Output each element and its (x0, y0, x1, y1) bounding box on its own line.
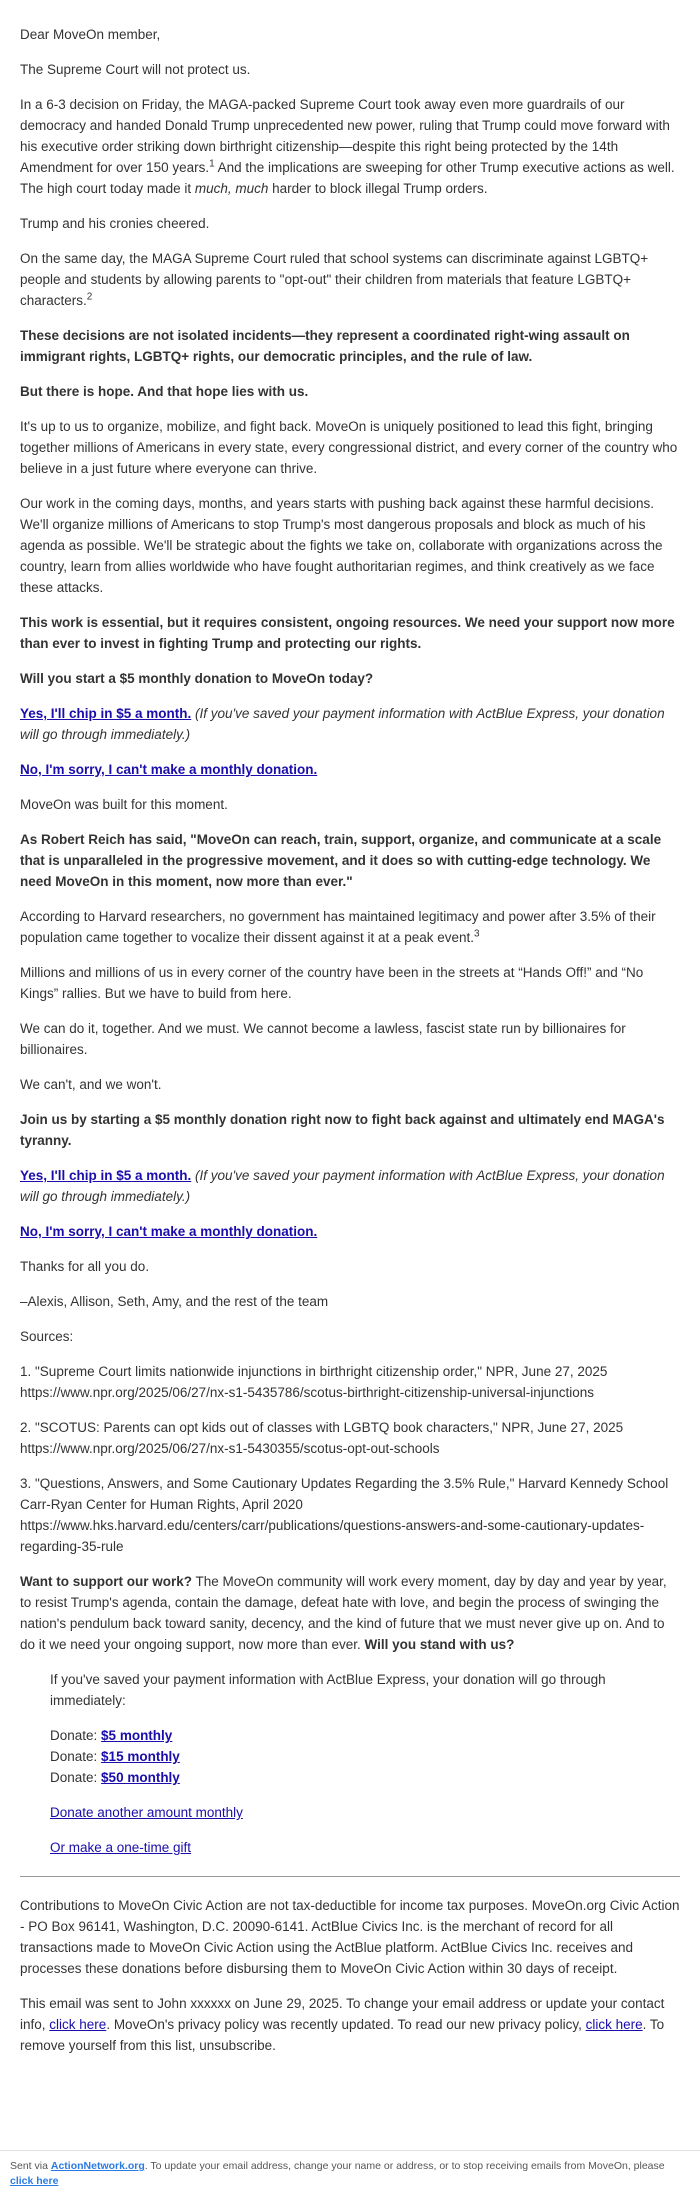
no-thanks-link-2[interactable]: No, I'm sorry, I can't make a monthly donation. (20, 1224, 318, 1239)
update-contact-link[interactable]: click here (49, 2017, 107, 2032)
source-2: 2. "SCOTUS: Parents can opt kids out of classes with LGBTQ book characters," NPR, June 27, 2025 https://www.npr.org/2025/06/27/nx-s1-5430355/scotus-opt-out-schools (20, 1420, 624, 1456)
cta-yes-1: Yes, I'll chip in $5 a month. (If you've saved your payment information with ActBlue Express, your donation will go through immediately.) (20, 706, 665, 742)
source-3: 3. "Questions, Answers, and Some Cautionary Updates Regarding the 3.5% Rule," Harvard Kennedy School Carr-Ryan Center for Human Rights, April 2020 https://www.hks.harvard.edu/centers/carr/publications/questions-answers-and-some-cautionary-updates-regarding-35-rule (20, 1476, 669, 1554)
footer-bar: Sent via ActionNetwork.org. To update your email address, change your name or address, or to stop receiving emails from MoveOn, please click here (0, 2150, 700, 2197)
donate-5-monthly-link[interactable]: $5 monthly (101, 1728, 173, 1743)
legal-disclaimer: Contributions to MoveOn Civic Action are not tax-deductible for income tax purposes. MoveOn.org Civic Action - PO Box 96141, Washington, D.C. 20090-6141. ActBlue Civics Inc. is the merchant of record for all transactions made to MoveOn Civic Action using the ActBlue platform. ActBlue Civics Inc. receives and processes these donations before disbursing them to MoveOn Civic Action within 30 days of receipt. (20, 1898, 680, 1976)
paragraph-support: Want to support our work? The MoveOn community will work every moment, day by day and year by year, to resist Trump's agenda, contain the damage, defeat hate with love, and begin the process of swinging the nation's pendulum back toward sanity, decency, and the kind of future that we must never give up on. And to do it we need your ongoing support, now more than ever. Will you stand with us? (20, 1574, 667, 1652)
paragraph-decision: In a 6-3 decision on Friday, the MAGA-packed Supreme Court took away even more guardrails of our democracy and handed Donald Trump unprecedented new power, ruling that Trump could move forward with his executive order striking down birthright citizenship—despite this right being protected by the 14th Amendment for over 150 years.$^1$ And the implications are sweeping for other Trump executive actions as well. The high court today made it much, much harder to block illegal Trump orders. (20, 97, 675, 196)
paragraph-same-day: On the same day, the MAGA Supreme Court ruled that school systems can discriminate against LGBTQ+ people and students by allowing parents to "opt-out" their children from materials that feature LGBTQ+ characters.$^2$ (20, 251, 649, 308)
paragraph-essential: This work is essential, but it requires consistent, ongoing resources. We need your support now more than ever to invest in fighting Trump and protecting our rights. (20, 615, 675, 651)
paragraph-our-work: Our work in the coming days, months, and years starts with pushing back against these harmful decisions. We'll organize millions of Americans to stop Trump's most dangerous proposals and block as much of his agenda as possible. We'll be strategic about the fights we take on, collaborate with organizations across the country, learn from allies worldwide who have fought authoritarian regimes, and think creatively as we face these attacks. (20, 496, 663, 595)
yes-chip-in-link[interactable]: Yes, I'll chip in $5 a month. (20, 706, 192, 721)
paragraph-millions: Millions and millions of us in every corner of the country have been in the streets at “Hands Off!” and “No Kings” rallies. But we have to build from here. (20, 965, 644, 1001)
signature: –Alexis, Allison, Seth, Amy, and the rest of the team (20, 1294, 329, 1309)
donate-50-monthly-link[interactable]: $50 monthly (101, 1770, 180, 1785)
paragraph-cheered: Trump and his cronies cheered. (20, 216, 210, 231)
donate-amounts: Donate: $5 monthly Donate: $15 monthly Donate: $50 monthly (50, 1728, 180, 1785)
donate-another-amount-link[interactable]: Donate another amount monthly (50, 1805, 243, 1820)
divider (20, 1876, 680, 1877)
donate-box (20, 1669, 680, 1858)
footer-click-here-link[interactable]: click here (10, 2175, 59, 2187)
action-network-link[interactable]: ActionNetwork.org (50, 2160, 145, 2172)
paragraph-up-to-us: It's up to us to organize, mobilize, and fight back. MoveOn is uniquely positioned to lead this fight, bringing together millions of Americans in every state, every congressional district, and every corner of the country who believe in a just future where everyone can thrive. (20, 419, 678, 476)
sent-to-notice: This email was sent to John xxxxxx on June 29, 2025. To change your email address or update your contact info, click here. MoveOn's privacy policy was recently updated. To read our new privacy policy, click here. To remove yourself from this list, unsubscribe. (20, 1996, 665, 2053)
source-1: 1. "Supreme Court limits nationwide injunctions in birthright citizenship order," NPR, June 27, 2025 https://www.npr.org/2025/06/27/nx-s1-5435786/scotus-birthright-citizenship-universal-injunctions (20, 1364, 608, 1400)
donate-another-row (50, 1802, 680, 1823)
paragraph-ask: Will you start a $5 monthly donation to MoveOn today? (20, 671, 374, 686)
cta-yes-2: Yes, I'll chip in $5 a month. (If you've saved your payment information with ActBlue Express, your donation will go through immediately.) (20, 1168, 665, 1204)
yes-chip-in-link-2[interactable]: Yes, I'll chip in $5 a month. (20, 1168, 192, 1183)
paragraph-thanks: Thanks for all you do. (20, 1259, 150, 1274)
paragraph-built: MoveOn was built for this moment. (20, 797, 228, 812)
footnote-2: 2 (86, 291, 93, 303)
paragraph-together: We can do it, together. And we must. We cannot become a lawless, fascist state run by billionaires for billionaires. (20, 1021, 626, 1057)
paragraph-reich-quote: As Robert Reich has said, "MoveOn can reach, train, support, organize, and communicate at a scale that is unparalleled in the progressive movement, and it does so with cutting-edge technology. We need MoveOn in this moment, now more than ever." (20, 832, 662, 889)
privacy-policy-link[interactable]: click here (585, 2017, 643, 2032)
paragraph-isolated: These decisions are not isolated incidents—they represent a coordinated right-wing assault on immigrant rights, LGBTQ+ rights, our democratic principles, and the rule of law. (20, 328, 630, 364)
greeting: Dear MoveOn member, (20, 27, 161, 42)
cta-no-2 (20, 1221, 680, 1242)
donate-note: If you've saved your payment information with ActBlue Express, your donation will go through immediately: (50, 1672, 606, 1708)
footnote-3: 3 (474, 928, 480, 940)
paragraph-join: Join us by starting a $5 monthly donation right now to fight back against and ultimately end MAGA's tyranny. (20, 1112, 665, 1148)
no-thanks-link[interactable]: No, I'm sorry, I can't make a monthly donation. (20, 762, 318, 777)
paragraph-hope: But there is hope. And that hope lies with us. (20, 384, 309, 399)
paragraph-court: The Supreme Court will not protect us. (20, 62, 251, 77)
paragraph-cant: We can't, and we won't. (20, 1077, 162, 1092)
footnote-1: 1 (209, 158, 215, 170)
donate-15-monthly-link[interactable]: $15 monthly (101, 1749, 180, 1764)
sources-heading: Sources: (20, 1329, 74, 1344)
one-time-gift-link[interactable]: Or make a one-time gift (50, 1840, 192, 1855)
paragraph-harvard: According to Harvard researchers, no government has maintained legitimacy and power after 3.5% of their population came together to vocalize their dissent against it at a peak event.$^3$ (20, 909, 656, 945)
cta-no-1 (20, 759, 680, 780)
donate-onetime-row (50, 1837, 680, 1858)
